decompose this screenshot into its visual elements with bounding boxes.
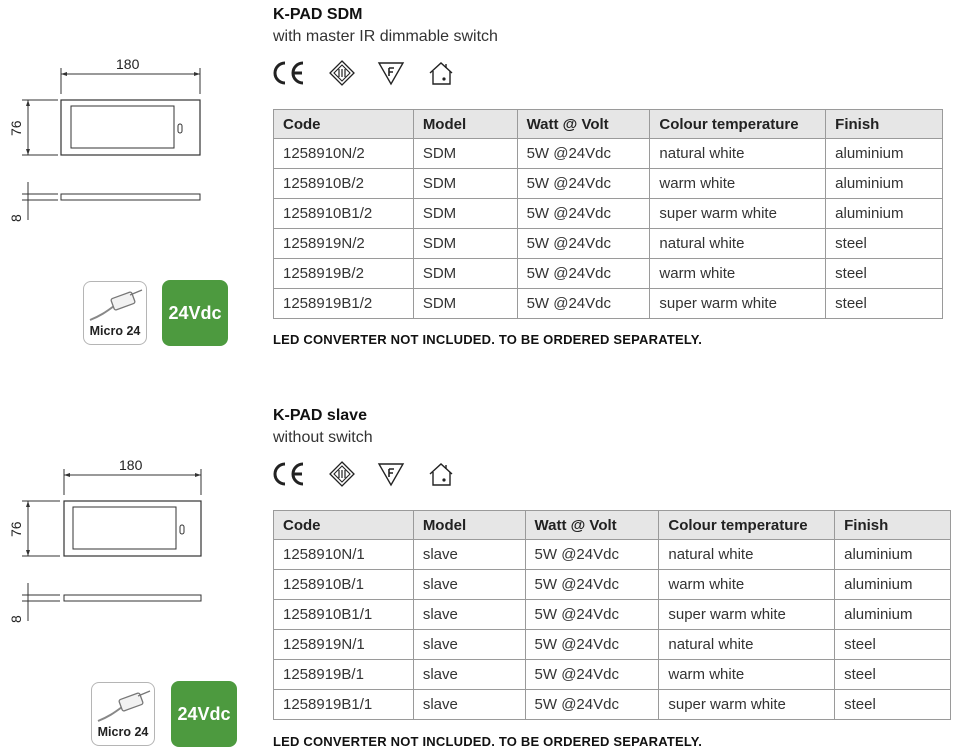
- indoor-house-icon: [427, 60, 455, 86]
- cell-code: 1258910B/1: [274, 570, 414, 600]
- cell-model: SDM: [413, 259, 517, 289]
- cell-finish: steel: [826, 289, 943, 319]
- dimension-width-label: 180: [116, 56, 140, 72]
- converter-note: LED CONVERTER NOT INCLUDED. TO BE ORDERED SEPARATELY.: [273, 332, 703, 347]
- cell-model: slave: [413, 630, 525, 660]
- f-mark-icon: [377, 461, 405, 487]
- cell-finish: steel: [835, 690, 951, 720]
- cell-model: SDM: [413, 139, 517, 169]
- product-drawing-slave: [8, 453, 223, 633]
- table-row: [274, 570, 951, 600]
- table-row: [274, 259, 943, 289]
- column-header-model: Model: [413, 511, 525, 540]
- cell-watt-volt: 5W @24Vdc: [525, 600, 659, 630]
- voltage-badge: 24Vdc: [162, 280, 228, 346]
- section-subtitle: without switch: [273, 429, 373, 446]
- cell-colour-temperature: super warm white: [650, 289, 826, 319]
- cell-code: 1258910N/2: [274, 139, 414, 169]
- cell-model: SDM: [413, 229, 517, 259]
- cell-colour-temperature: super warm white: [659, 600, 835, 630]
- table-row: [274, 630, 951, 660]
- dimension-width-label: 180: [119, 457, 143, 473]
- column-header-watt-volt: Watt @ Volt: [517, 110, 650, 139]
- ce-mark-icon: [271, 60, 307, 86]
- table-row: [274, 600, 951, 630]
- cell-code: 1258919B/2: [274, 259, 414, 289]
- cell-watt-volt: 5W @24Vdc: [517, 229, 650, 259]
- cell-colour-temperature: natural white: [659, 540, 835, 570]
- converter-note: LED CONVERTER NOT INCLUDED. TO BE ORDERED SEPARATELY.: [273, 734, 703, 749]
- cell-watt-volt: 5W @24Vdc: [525, 630, 659, 660]
- cell-code: 1258919B1/2: [274, 289, 414, 319]
- table-row: [274, 660, 951, 690]
- cell-watt-volt: 5W @24Vdc: [517, 289, 650, 319]
- section-title: K-PAD SDM: [273, 6, 363, 23]
- certification-icons: [271, 60, 455, 86]
- cell-watt-volt: 5W @24Vdc: [517, 139, 650, 169]
- cell-finish: steel: [835, 630, 951, 660]
- cell-watt-volt: 5W @24Vdc: [525, 660, 659, 690]
- connector-label: Micro 24: [97, 725, 149, 739]
- table-row: [274, 289, 943, 319]
- cell-colour-temperature: natural white: [650, 139, 826, 169]
- table-row: [274, 199, 943, 229]
- column-header-code: Code: [274, 110, 414, 139]
- cell-model: SDM: [413, 169, 517, 199]
- cell-finish: aluminium: [835, 540, 951, 570]
- cell-finish: steel: [835, 660, 951, 690]
- column-header-colour-temperature: Colour temperature: [659, 511, 835, 540]
- product-table-sdm: [273, 109, 943, 319]
- table-row: [274, 690, 951, 720]
- cell-colour-temperature: warm white: [659, 570, 835, 600]
- cell-finish: aluminium: [835, 570, 951, 600]
- product-table-slave: [273, 510, 951, 720]
- cell-code: 1258919N/2: [274, 229, 414, 259]
- cell-model: slave: [413, 570, 525, 600]
- voltage-badge: 24Vdc: [171, 681, 237, 747]
- cell-code: 1258919N/1: [274, 630, 414, 660]
- micro24-connector-badge: [83, 281, 147, 345]
- column-header-watt-volt: Watt @ Volt: [525, 511, 659, 540]
- cell-colour-temperature: warm white: [659, 660, 835, 690]
- cell-colour-temperature: natural white: [659, 630, 835, 660]
- cell-finish: aluminium: [826, 169, 943, 199]
- product-drawing-sdm: [8, 52, 223, 232]
- cell-colour-temperature: warm white: [650, 169, 826, 199]
- cell-colour-temperature: warm white: [650, 259, 826, 289]
- dimension-height-label: 76: [8, 120, 24, 136]
- cell-model: slave: [413, 600, 525, 630]
- cell-model: slave: [413, 690, 525, 720]
- column-header-finish: Finish: [826, 110, 943, 139]
- indoor-house-icon: [427, 461, 455, 487]
- micro24-connector-badge: [91, 682, 155, 746]
- cell-watt-volt: 5W @24Vdc: [525, 690, 659, 720]
- connector-label: Micro 24: [89, 324, 141, 338]
- cell-finish: aluminium: [826, 139, 943, 169]
- cell-watt-volt: 5W @24Vdc: [525, 540, 659, 570]
- cell-code: 1258919B/1: [274, 660, 414, 690]
- cell-watt-volt: 5W @24Vdc: [525, 570, 659, 600]
- column-header-finish: Finish: [835, 511, 951, 540]
- cell-model: SDM: [413, 199, 517, 229]
- cell-code: 1258910B1/2: [274, 199, 414, 229]
- column-header-colour-temperature: Colour temperature: [650, 110, 826, 139]
- class-iii-icon: [329, 60, 355, 86]
- connector-plug-icon: [84, 282, 147, 326]
- table-header-row: [274, 511, 951, 540]
- cell-model: slave: [413, 540, 525, 570]
- cell-code: 1258910N/1: [274, 540, 414, 570]
- cell-colour-temperature: super warm white: [650, 199, 826, 229]
- cell-code: 1258910B/2: [274, 169, 414, 199]
- cell-model: SDM: [413, 289, 517, 319]
- ce-mark-icon: [271, 461, 307, 487]
- cell-watt-volt: 5W @24Vdc: [517, 199, 650, 229]
- certification-icons: [271, 461, 455, 487]
- cell-model: slave: [413, 660, 525, 690]
- cell-watt-volt: 5W @24Vdc: [517, 169, 650, 199]
- cell-code: 1258910B1/1: [274, 600, 414, 630]
- cell-finish: aluminium: [835, 600, 951, 630]
- cell-colour-temperature: super warm white: [659, 690, 835, 720]
- cell-finish: aluminium: [826, 199, 943, 229]
- class-iii-icon: [329, 461, 355, 487]
- dimension-depth-label: 8: [8, 615, 24, 623]
- column-header-model: Model: [413, 110, 517, 139]
- section-title: K-PAD slave: [273, 407, 367, 424]
- table-row: [274, 169, 943, 199]
- connector-plug-icon: [92, 683, 155, 727]
- section-subtitle: with master IR dimmable switch: [273, 28, 498, 45]
- column-header-code: Code: [274, 511, 414, 540]
- dimension-height-label: 76: [8, 521, 24, 537]
- cell-finish: steel: [826, 229, 943, 259]
- table-row: [274, 139, 943, 169]
- table-row: [274, 540, 951, 570]
- cell-colour-temperature: natural white: [650, 229, 826, 259]
- table-row: [274, 229, 943, 259]
- f-mark-icon: [377, 60, 405, 86]
- table-header-row: [274, 110, 943, 139]
- cell-code: 1258919B1/1: [274, 690, 414, 720]
- dimension-depth-label: 8: [8, 214, 24, 222]
- cell-finish: steel: [826, 259, 943, 289]
- cell-watt-volt: 5W @24Vdc: [517, 259, 650, 289]
